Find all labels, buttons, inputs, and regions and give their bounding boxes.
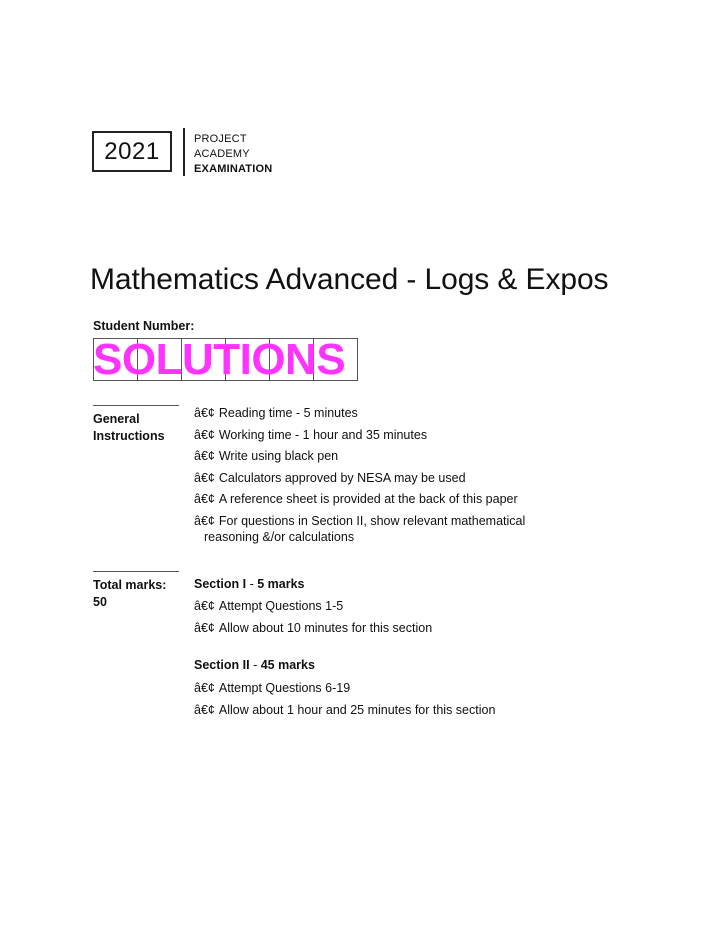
section-2-item: â€¢ Allow about 1 hour and 25 minutes for this section <box>194 703 496 717</box>
instruction-item: â€¢ A reference sheet is provided at the back of this paper <box>194 492 518 506</box>
instruction-item: â€¢ Reading time - 5 minutes <box>194 406 358 420</box>
instruction-item: â€¢ Write using black pen <box>194 449 339 463</box>
section-2-heading: Section II - 45 marks <box>194 658 315 672</box>
org-line-1: PROJECT <box>194 133 247 145</box>
marks-rule <box>93 571 179 572</box>
exam-year: 2021 <box>104 137 160 165</box>
bullet-glyph: â€¢ <box>194 681 215 695</box>
instruction-item: â€¢ For questions in Section II, show relevant mathematical <box>194 514 526 528</box>
bullet-glyph: â€¢ <box>194 703 215 717</box>
total-marks-label: Total marks: 50 <box>93 578 167 609</box>
bullet-glyph: â€¢ <box>194 406 215 420</box>
bullet-glyph: â€¢ <box>194 471 215 485</box>
instructions-label: General Instructions <box>93 412 165 443</box>
bullet-glyph: â€¢ <box>194 492 215 506</box>
section-2-item: â€¢ Attempt Questions 6-19 <box>194 681 351 695</box>
org-line-3: EXAMINATION <box>194 163 273 175</box>
student-number-label: Student Number: <box>93 319 195 333</box>
section-1-item: â€¢ Allow about 10 minutes for this section <box>194 621 433 635</box>
student-number-value: SOLUTIONS <box>93 335 346 384</box>
total-marks-value: 50 <box>93 595 107 609</box>
section-1-item: â€¢ Attempt Questions 1-5 <box>194 599 344 613</box>
org-line-2: ACADEMY <box>194 148 250 160</box>
year-box <box>92 131 172 172</box>
bullet-glyph: â€¢ <box>194 449 215 463</box>
bullet-glyph: â€¢ <box>194 514 215 528</box>
bullet-glyph: â€¢ <box>194 621 215 635</box>
instruction-item-continuation: reasoning &/or calculations <box>204 530 355 544</box>
section-1-heading: Section I - 5 marks <box>194 577 305 591</box>
bullet-glyph: â€¢ <box>194 599 215 613</box>
organisation-name <box>194 132 272 177</box>
header-divider <box>183 128 185 176</box>
instructions-rule <box>93 405 179 406</box>
page-title: Mathematics Advanced - Logs & Expos <box>90 263 609 296</box>
bullet-glyph: â€¢ <box>194 428 215 442</box>
instruction-item: â€¢ Working time - 1 hour and 35 minutes <box>194 428 428 442</box>
instruction-item: â€¢ Calculators approved by NESA may be used <box>194 471 466 485</box>
